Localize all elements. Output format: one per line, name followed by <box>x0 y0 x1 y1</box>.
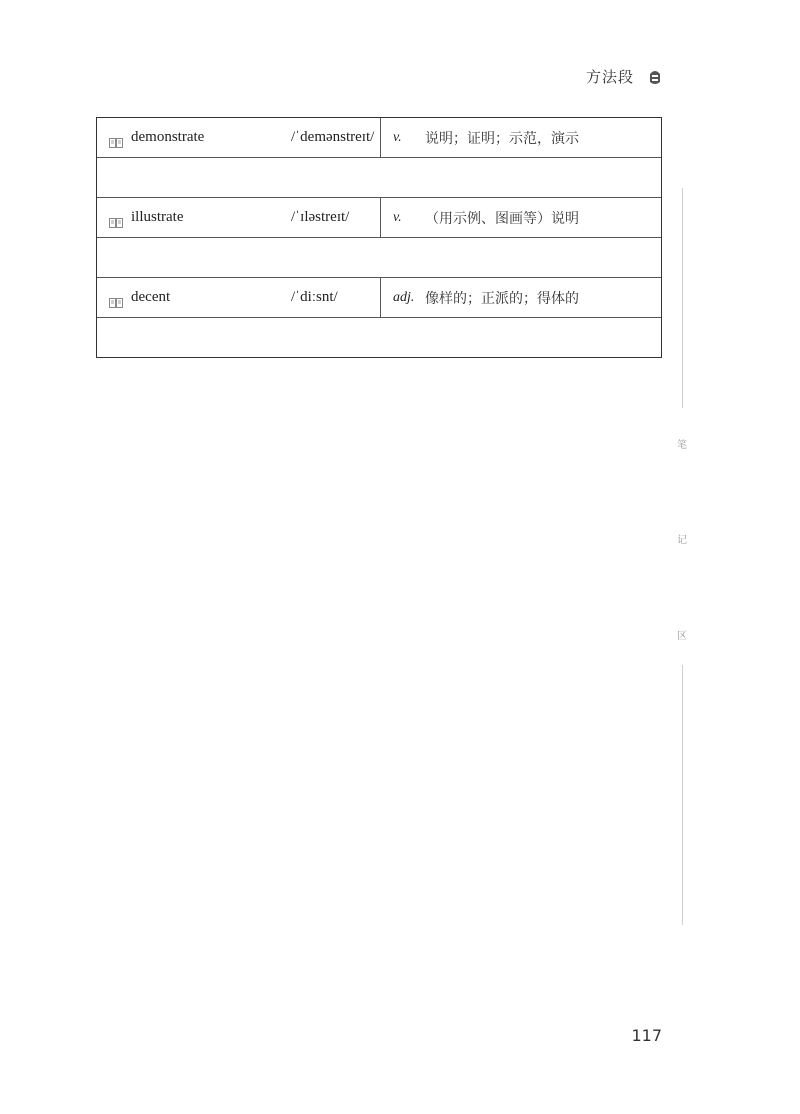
definition-cell <box>381 278 661 317</box>
vocab-meaning: 说明；证明；示范，演示 <box>425 130 579 147</box>
pencil-badge-icon <box>648 68 662 86</box>
definition-cell <box>381 198 661 237</box>
vocab-word: demonstrate <box>131 129 205 145</box>
note-area-divider-bottom <box>682 665 683 925</box>
open-book-icon <box>109 293 123 303</box>
page-header <box>586 66 662 87</box>
note-area-char: 记 <box>677 535 687 546</box>
vocab-row <box>97 118 661 158</box>
note-area-char: 区 <box>677 631 687 642</box>
vocab-meaning: 像样的；正派的；得体的 <box>425 290 579 307</box>
vocab-word: decent <box>131 289 171 305</box>
open-book-icon <box>109 213 123 223</box>
blank-note-row <box>97 318 661 357</box>
definition-cell <box>381 118 661 157</box>
vocab-phonetic: /ˈdiːsnt/ <box>291 289 338 305</box>
blank-note-row <box>97 158 661 198</box>
part-of-speech: v. <box>393 129 402 145</box>
vocabulary-table <box>96 117 662 358</box>
part-of-speech: v. <box>393 209 402 225</box>
note-area-char: 笔 <box>677 440 687 451</box>
vocab-row <box>97 198 661 238</box>
word-cell <box>97 278 381 317</box>
vocab-phonetic: /ˈɪləstreɪt/ <box>291 209 350 225</box>
open-book-icon <box>109 133 123 143</box>
blank-note-row <box>97 238 661 278</box>
vocab-word: illustrate <box>131 209 184 225</box>
vocab-row <box>97 278 661 318</box>
part-of-speech: adj. <box>393 289 415 305</box>
word-cell <box>97 118 381 157</box>
word-cell <box>97 198 381 237</box>
vocab-meaning: （用示例、图画等）说明 <box>425 210 579 227</box>
section-title: 方法段 <box>585 68 634 86</box>
vocab-phonetic: /ˈdemənstreɪt/ <box>291 129 375 145</box>
note-area-divider-top <box>682 188 683 408</box>
page-number: 117 <box>631 1026 662 1045</box>
